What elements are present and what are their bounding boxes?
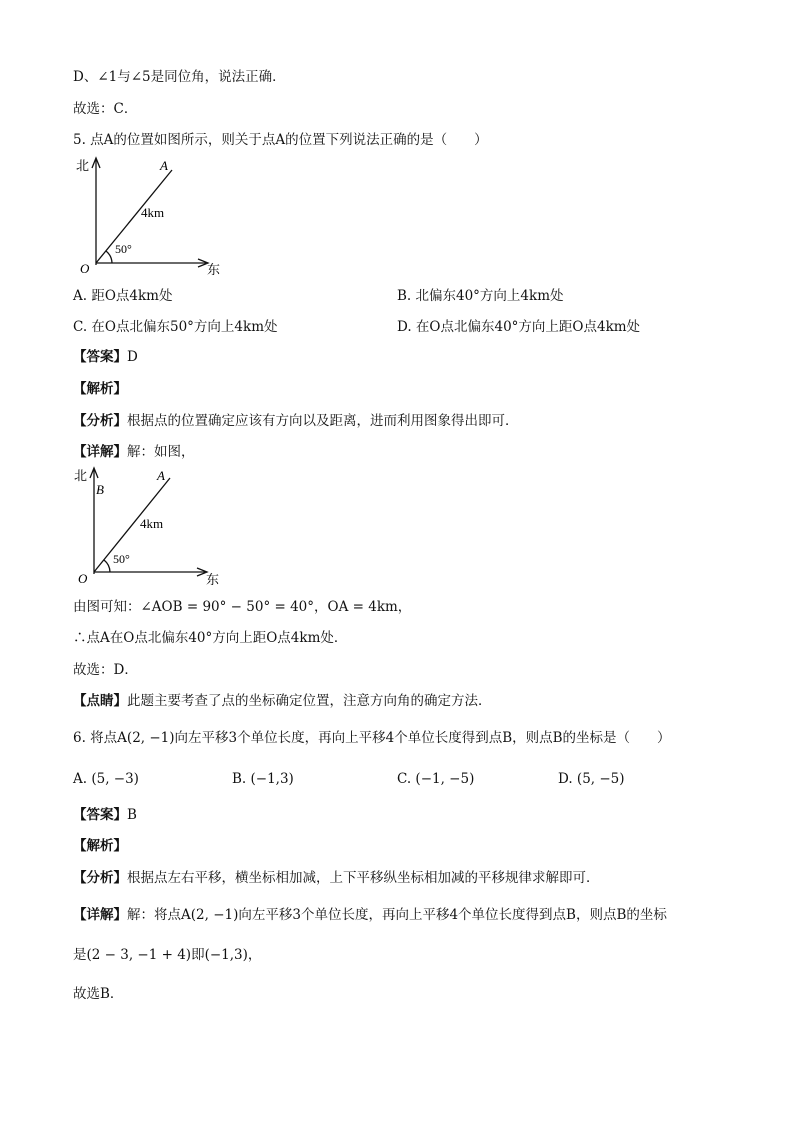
analysis-tag: 【解析】 [73, 838, 127, 854]
xiangjie-line [73, 443, 195, 461]
ray-oa [96, 170, 172, 263]
xiangjie-line [73, 906, 667, 924]
point-b-label: B [96, 482, 104, 497]
therefore-line: ∴点A在O点北偏东40°方向上距O点4km处． [73, 630, 348, 646]
answer-line [73, 806, 137, 824]
fenxi-tag: 【分析】 [73, 870, 127, 886]
north-label: 北 [76, 158, 90, 173]
origin-label: O [78, 571, 88, 586]
distance-label: 4km [140, 516, 164, 531]
option-d: D. (5, −5) [558, 771, 625, 787]
east-label: 东 [207, 262, 221, 277]
option-b: B. 北偏东40°方向上4km处 [397, 288, 564, 304]
fenxi-line [73, 412, 519, 430]
option-c: C. (−1, −5) [397, 771, 475, 787]
option-b: B. (−1,3) [232, 771, 294, 787]
east-arrow [197, 568, 207, 576]
angle-label: 50° [115, 242, 132, 256]
xiangjie-tag: 【详解】 [73, 444, 127, 460]
angle-arc [106, 251, 112, 263]
angle-label: 50° [113, 552, 130, 566]
option-a: A. 距O点4km处 [73, 288, 173, 304]
answer-tag: 【答案】 [73, 349, 127, 365]
xiangjie-tag: 【详解】 [73, 907, 127, 923]
xiangjie-text: 解：将点A(2, −1)向左平移3个单位长度，再向上平移4个单位长度得到点B，则点B的坐标 [127, 907, 667, 923]
fenxi-tag: 【分析】 [73, 413, 127, 429]
origin-label: O [80, 261, 90, 276]
ray-oa [94, 478, 170, 572]
east-arrow [198, 259, 208, 267]
answer-value: D [127, 349, 138, 365]
fenxi-text: 根据点的位置确定应该有方向以及距离，进而利用图象得出即可． [127, 413, 519, 429]
choose-line: 故选B． [73, 986, 124, 1002]
answer-value: B [127, 807, 137, 823]
answer-line [73, 348, 138, 366]
text-line: 故选：C． [73, 101, 138, 117]
dianjing-text: 此题主要考查了点的坐标确定位置，注意方向角的确定方法． [127, 693, 492, 709]
fenxi-text: 根据点左右平移，横坐标相加减，上下平移纵坐标相加减的平移规律求解即可． [127, 870, 600, 886]
fenxi-line [73, 869, 600, 887]
angle-arc [104, 560, 110, 572]
answer-tag: 【答案】 [73, 807, 127, 823]
distance-label: 4km [141, 205, 165, 220]
north-arrow [90, 468, 98, 478]
analysis-tag: 【解析】 [73, 381, 127, 397]
east-label: 东 [206, 572, 220, 587]
question-6-stem: 6. 将点A(2, −1)向左平移3个单位长度，再向上平移4个单位长度得到点B，则点B的坐标是（ ） [73, 730, 671, 746]
result-line: 是(2 − 3, −1 + 4)即(−1,3)， [73, 947, 262, 963]
option-a: A. (5, −3) [73, 771, 139, 787]
north-label: 北 [74, 468, 88, 483]
xiangjie-text: 解：如图， [127, 444, 195, 460]
north-arrow [92, 158, 100, 168]
dianjing-tag: 【点睛】 [73, 693, 127, 709]
point-a-label: A [160, 158, 168, 173]
choose-line: 故选：D． [73, 662, 138, 678]
question-5-stem: 5. 点A的位置如图所示，则关于点A的位置下列说法正确的是（ ） [73, 132, 488, 148]
option-d: D. 在O点北偏东40°方向上距O点4km处 [397, 319, 641, 335]
option-c: C. 在O点北偏东50°方向上4km处 [73, 319, 278, 335]
dianjing-line [73, 692, 492, 710]
point-a-label: A [157, 468, 165, 483]
text-line: D、∠1与∠5是同位角，说法正确． [73, 69, 286, 85]
from-figure-line: 由图可知：∠AOB = 90° − 50° = 40°，OA = 4km， [73, 599, 412, 615]
